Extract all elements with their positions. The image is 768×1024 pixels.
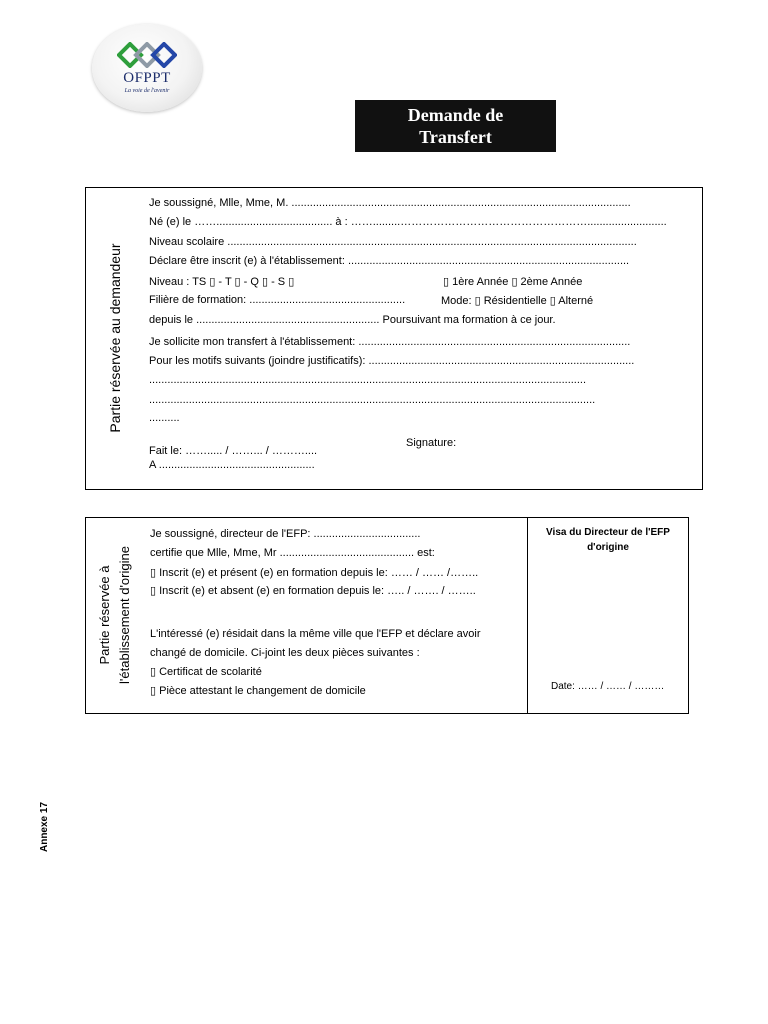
field-reasons-line-3: .................................................................................................................................................. [149,394,596,406]
origin-section-label-line-1: Partie réservée à [97,565,112,665]
field-filiere: Filière de formation: ................................................... [149,294,406,306]
certify-field: certifie que Mlle, Mme, Mr ............................................ est: [150,547,435,559]
field-reasons: Pour les motifs suivants (joindre justificatifs): ....................................................................................... [149,355,635,367]
origin-section-label [95,500,135,730]
field-level: Niveau : TS ▯ - T ▯ - Q ▯ - S ▯ [149,276,295,288]
visa-title-line-2: d'origine [587,542,629,553]
field-establishment: Déclare être inscrit (e) à l'établissement: ............................................................................................ [149,255,630,267]
field-name: Je soussigné, Mlle, Mme, M. ............................................................................................................... [149,197,631,209]
page-title [355,100,556,152]
residence-statement: L'intéressé (e) résidait dans la même ville que l'EFP et déclare avoir [150,628,481,640]
field-birth: Né (e) le ……...................................... à : …….........…………………………………………….......................... [149,216,667,228]
visa-title-line-1: Visa du Directeur de l'EFP [546,527,670,538]
absent-checkbox-line: ▯ Inscrit (e) et absent (e) en formation depuis le: ….. / ……. / …….. [150,585,476,597]
logo-name: OFPPT [123,70,171,86]
visa-date: Date: …… / …… / ……… [551,681,665,692]
field-reasons-line-2: ............................................................................................................................................... [149,374,587,386]
residence-statement-2: changé de domicile. Ci-joint les deux pièces suivantes : [150,647,420,659]
field-transfer-to: Je sollicite mon transfert à l'établissement: ......................................................................................... [149,336,631,348]
certificate-item: ▯ Certificat de scolarité [150,666,262,678]
field-place: A ................................................... [149,459,315,471]
title-line-2: Transfert [419,127,492,147]
field-since: depuis le ............................................................ Poursuivant ma formation à ce jour. [149,314,556,326]
section-divider [527,517,528,714]
visa-title [529,525,687,555]
annex-label: Annexe 17 [39,801,50,853]
signature-label: Signature: [406,437,457,449]
field-year: ▯ 1ère Année ▯ 2ème Année [443,276,583,288]
logo-tagline: La voie de l'avenir [124,88,170,94]
present-checkbox-line: ▯ Inscrit (e) et présent (e) en formation depuis le: …… / …… /…….. [150,567,479,579]
applicant-section-label: Partie réservée au demandeur [107,243,123,433]
director-field: Je soussigné, directeur de l'EFP: ................................... [150,528,421,540]
field-mode: Mode: ▯ Résidentielle ▯ Alterné [441,295,594,307]
ofppt-logo [92,24,202,112]
address-proof-item: ▯ Pièce attestant le changement de domicile [150,685,366,697]
logo-emblem-icon [117,42,177,68]
origin-section-label-line-2: l'établissement d'origine [117,546,132,684]
field-school-level: Niveau scolaire ...................................................................................................................................... [149,236,637,248]
title-line-1: Demande de [407,105,504,125]
field-reasons-line-4: .......... [149,412,180,424]
field-date: Fait le: ……..... / ……... / ……….... [149,445,318,457]
